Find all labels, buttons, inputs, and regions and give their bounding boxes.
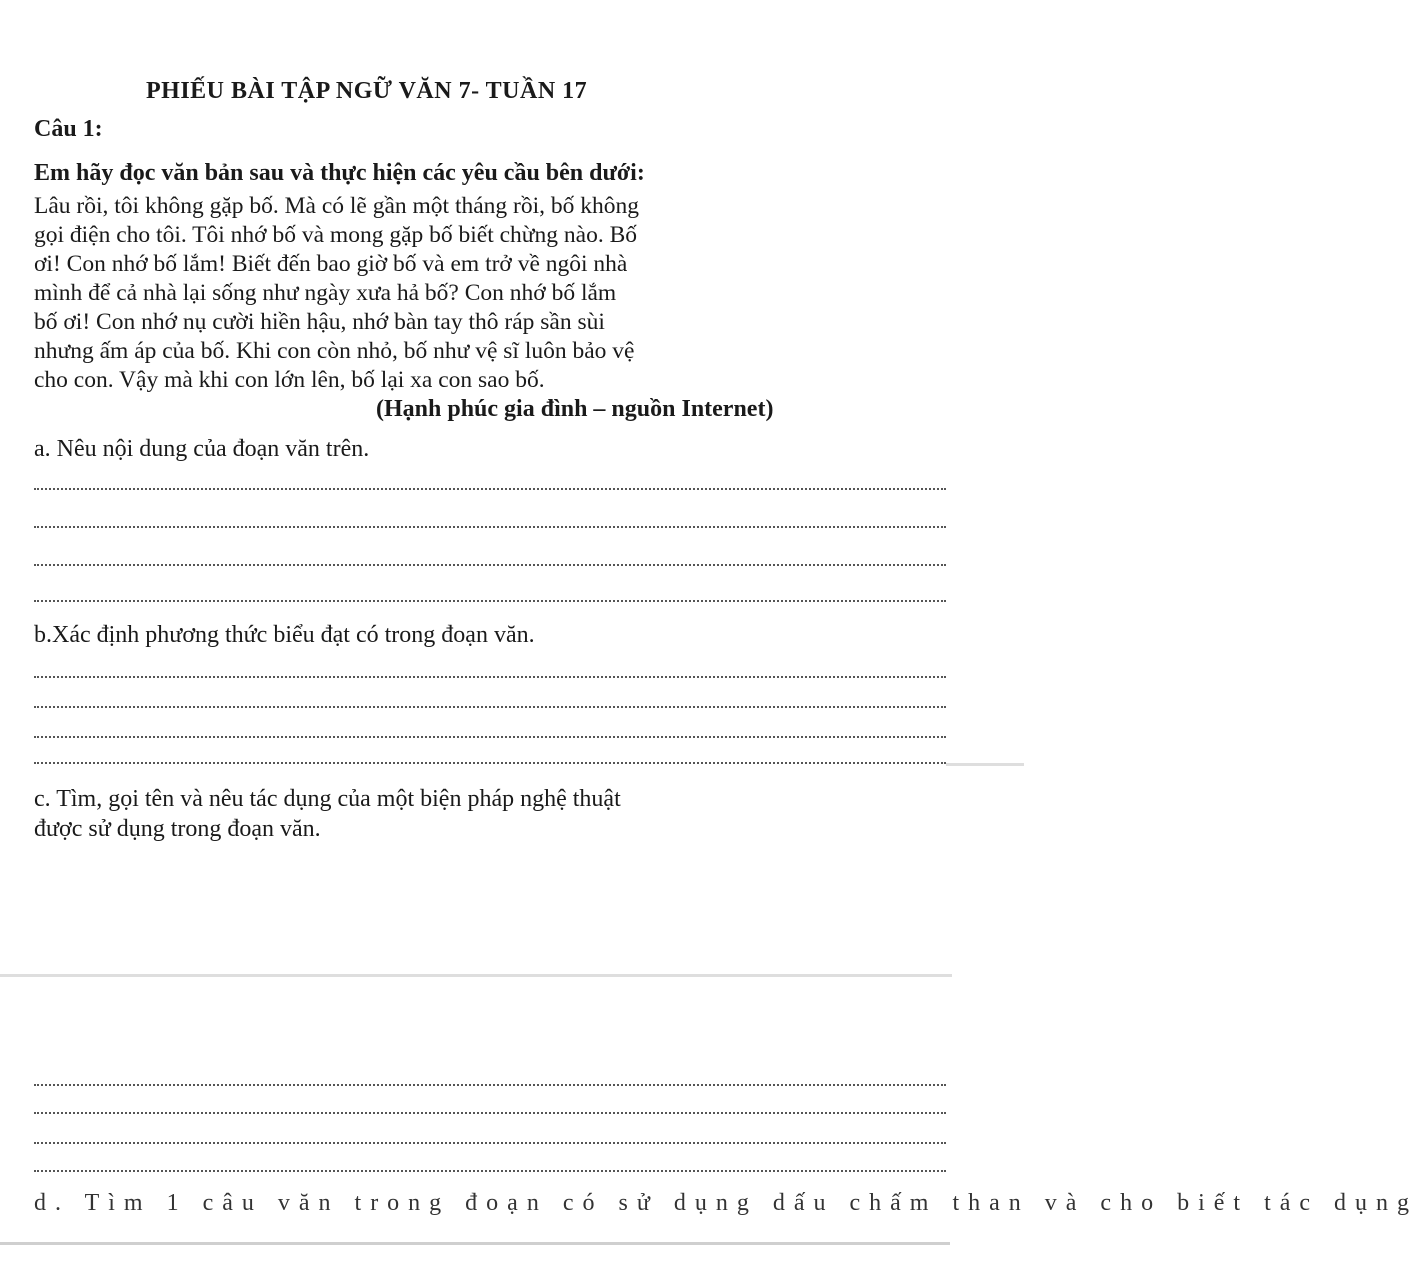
- question-c-line-1: c. Tìm, gọi tên và nêu tác dụng của một biện pháp nghệ thuật: [34, 786, 621, 812]
- page-edge-rule: [946, 763, 1024, 766]
- answer-line-c-1[interactable]: [34, 1084, 946, 1086]
- answer-line-c-3[interactable]: [34, 1142, 946, 1144]
- passage-line: mình để cả nhà lại sống như ngày xưa hả bố? Con nhớ bố lắm: [34, 280, 617, 306]
- question-c: [34, 784, 621, 844]
- answer-line-a-1[interactable]: [34, 488, 946, 490]
- question-label: Câu 1:: [34, 116, 103, 142]
- passage-line: ơi! Con nhớ bố lắm! Biết đến bao giờ bố và em trở về ngôi nhà: [34, 251, 628, 277]
- section-divider: [0, 974, 952, 977]
- answer-line-a-2[interactable]: [34, 526, 946, 528]
- question-a: a. Nêu nội dung của đoạn văn trên.: [34, 436, 370, 462]
- passage-line: cho con. Vậy mà khi con lớn lên, bố lại xa con sao bố.: [34, 367, 545, 393]
- question-c-line-2: được sử dụng trong đoạn văn.: [34, 816, 321, 842]
- worksheet-title: PHIẾU BÀI TẬP NGỮ VĂN 7- TUẦN 17: [146, 78, 588, 104]
- answer-line-b-1[interactable]: [34, 676, 946, 678]
- bottom-divider: [0, 1242, 950, 1245]
- answer-line-c-4[interactable]: [34, 1170, 946, 1172]
- answer-line-b-2[interactable]: [34, 706, 946, 708]
- question-b: b.Xác định phương thức biểu đạt có trong đoạn văn.: [34, 622, 535, 648]
- answer-line-b-3[interactable]: [34, 736, 946, 738]
- answer-line-b-4[interactable]: [34, 762, 946, 764]
- passage-line: bố ơi! Con nhớ nụ cười hiền hậu, nhớ bàn tay thô ráp sần sùi: [34, 309, 605, 335]
- passage-source: (Hạnh phúc gia đình – nguồn Internet): [376, 396, 774, 422]
- passage-line: gọi điện cho tôi. Tôi nhớ bố và mong gặp bố biết chừng nào. Bố: [34, 222, 638, 248]
- answer-line-c-2[interactable]: [34, 1112, 946, 1114]
- answer-line-a-3[interactable]: [34, 564, 946, 566]
- cut-off-question-d: d. Tìm 1 câu văn trong đoạn có sử dụng dấu chấm than và cho biết tác dụng: [34, 1190, 1418, 1216]
- passage-line: nhưng ấm áp của bố. Khi con còn nhỏ, bố như vệ sĩ luôn bảo vệ: [34, 338, 635, 364]
- reading-passage: [34, 192, 1024, 395]
- answer-line-a-4[interactable]: [34, 600, 946, 602]
- passage-line: Lâu rồi, tôi không gặp bố. Mà có lẽ gần một tháng rồi, bố không: [34, 193, 640, 219]
- instruction-text: Em hãy đọc văn bản sau và thực hiện các yêu cầu bên dưới:: [34, 160, 645, 186]
